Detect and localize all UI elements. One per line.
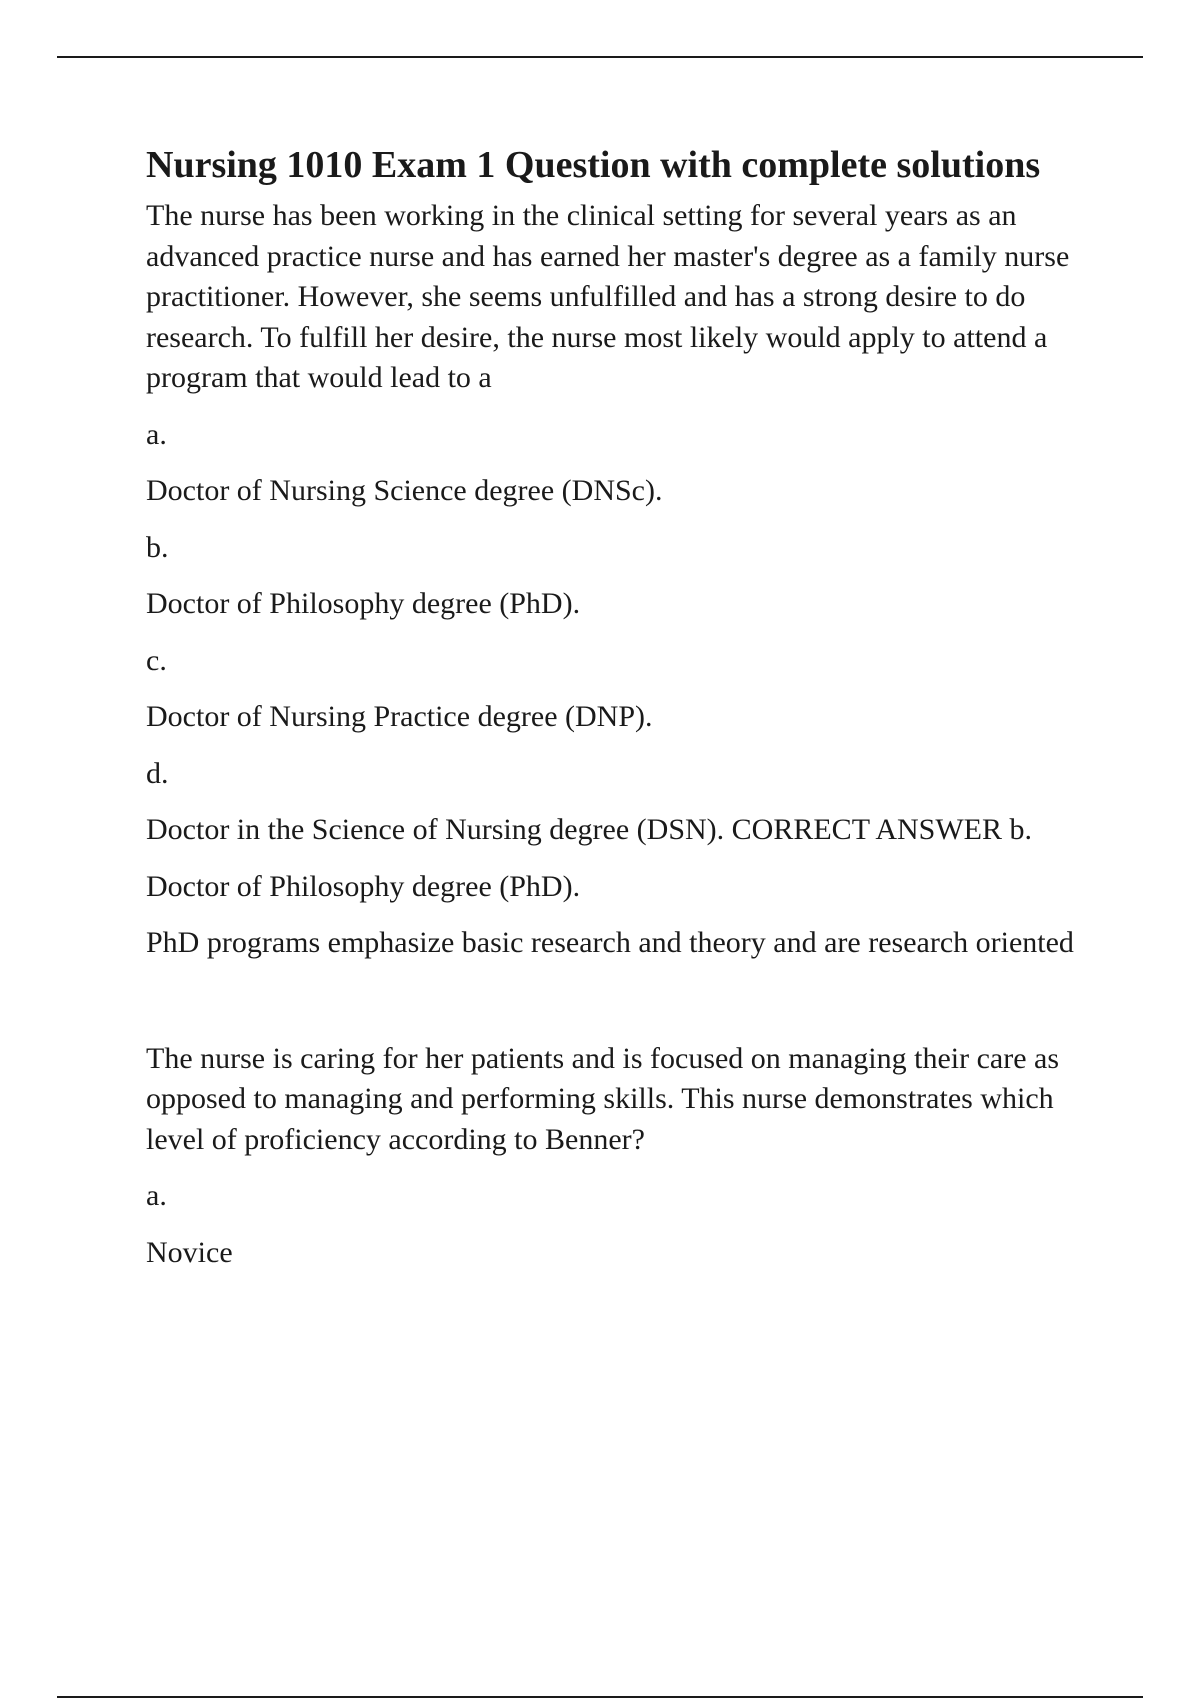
question-2 bbox=[146, 1039, 1096, 1274]
document-body bbox=[146, 140, 1096, 1273]
question-2-text: The nurse is caring for her patients and is focused on managing their care as opposed to managing and performing skills. This nurse demonstrates which level of proficiency according to Benner? bbox=[146, 1041, 1060, 1156]
document-title: Nursing 1010 Exam 1 Question with complete solutions bbox=[146, 144, 1041, 186]
option-d-letter: d. bbox=[146, 756, 169, 790]
top-rule bbox=[57, 56, 1143, 58]
option-c-letter: c. bbox=[146, 643, 167, 677]
option-a-text: Doctor of Nursing Science degree (DNSc). bbox=[146, 474, 663, 507]
option-a-letter: a. bbox=[146, 417, 167, 451]
bottom-rule bbox=[57, 1696, 1143, 1698]
correct-answer-text: Doctor of Philosophy degree (PhD). bbox=[146, 869, 581, 903]
option-c-text: Doctor of Nursing Practice degree (DNP). bbox=[146, 700, 653, 733]
question-1 bbox=[146, 196, 1096, 964]
option-b-text: Doctor of Philosophy degree (PhD). bbox=[146, 587, 581, 620]
answer-rationale: PhD programs emphasize basic research and theory and are research oriented bbox=[146, 926, 1074, 959]
option-b-letter: b. bbox=[146, 530, 169, 564]
q2-option-a-letter: a. bbox=[146, 1179, 167, 1212]
q2-option-a-text: Novice bbox=[146, 1235, 233, 1269]
question-1-text: The nurse has been working in the clinical setting for several years as an advanced practice nurse and has earned her master's degree as a family nurse practitioner. However, she seems unfulfilled and has a strong desire to do research. To fulfill her desire, the nurse most likely would apply to attend a program that would lead to a bbox=[146, 199, 1070, 394]
option-d-text: Doctor in the Science of Nursing degree (DSN). CORRECT ANSWER b. bbox=[146, 813, 1032, 846]
